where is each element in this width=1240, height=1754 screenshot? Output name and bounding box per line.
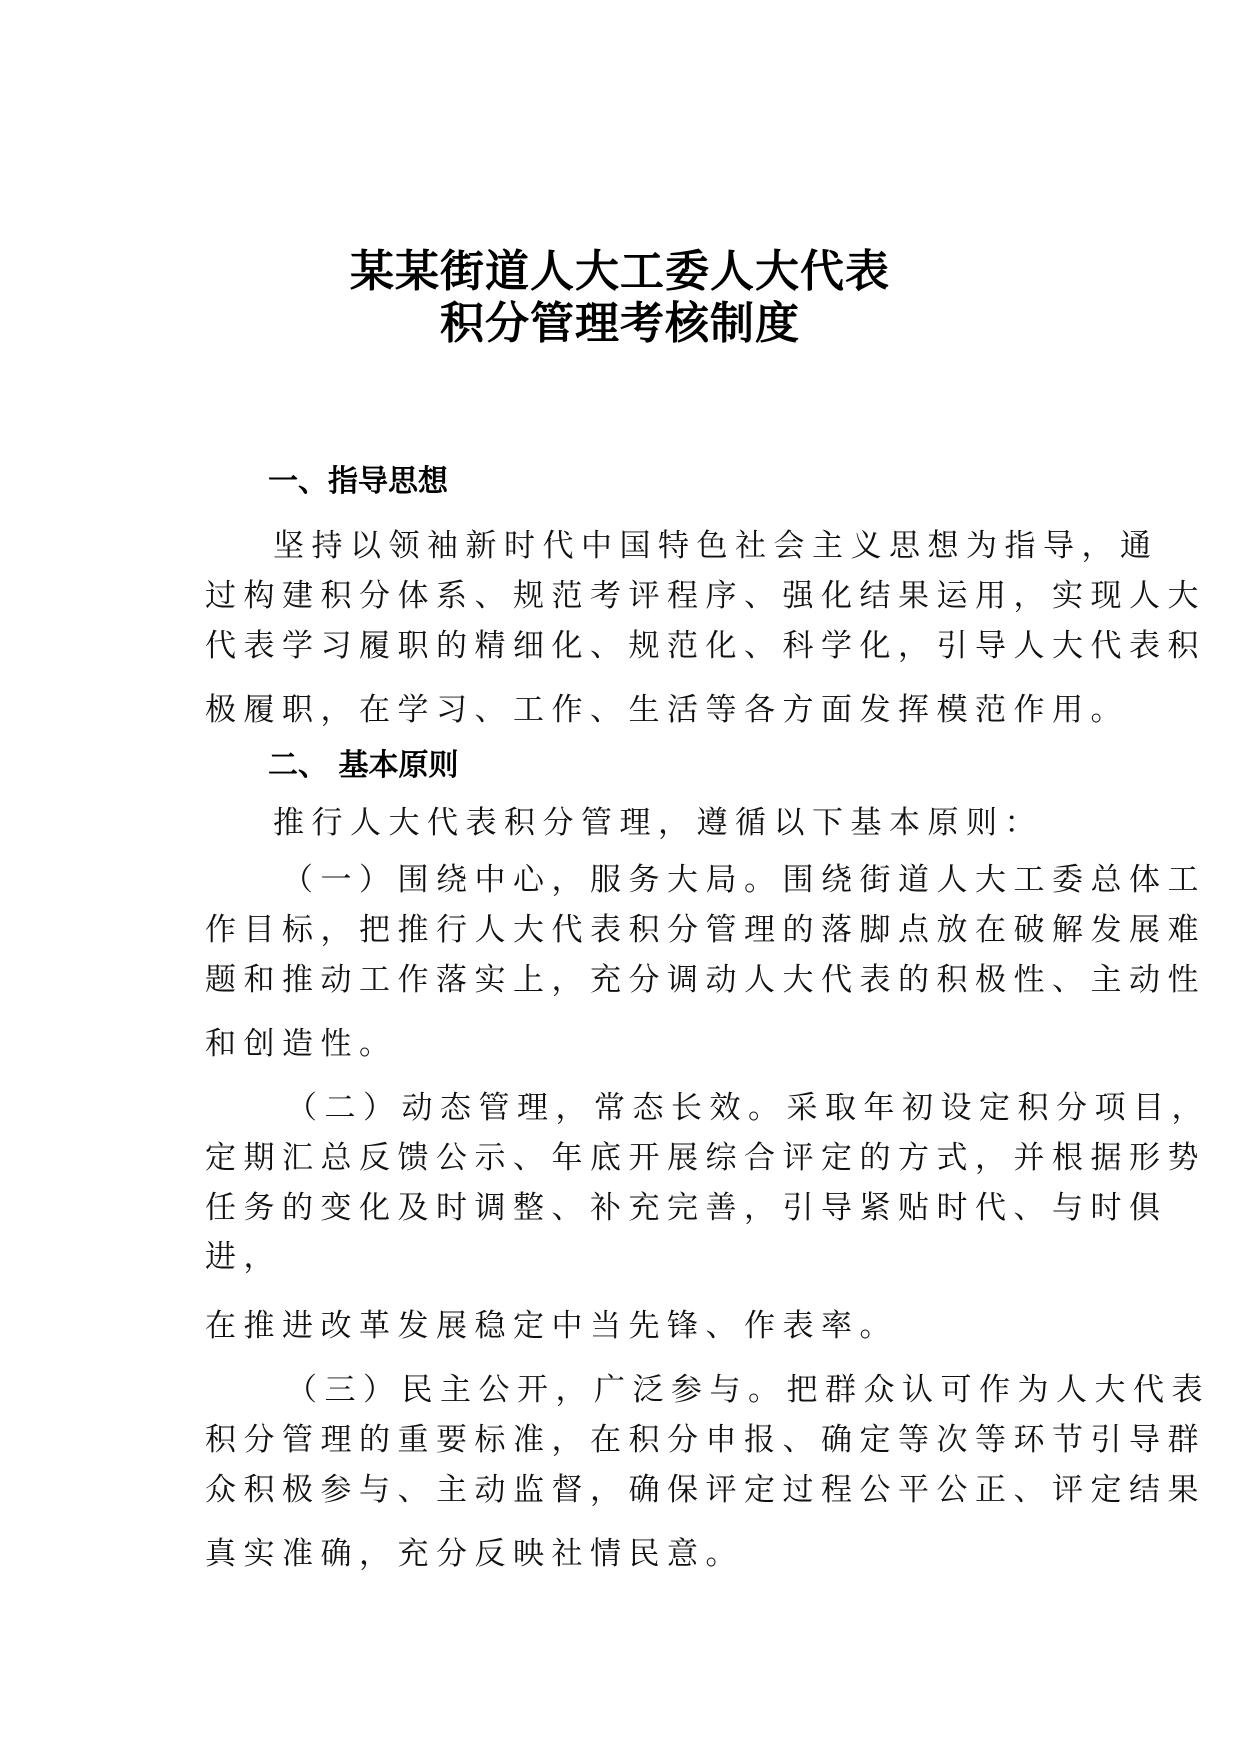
principle-3-line: 众积极参与、主动监督，确保评定过程公平公正、评定结果 [205, 1472, 1206, 1508]
principle-3-line: 积分管理的重要标准，在积分申报、确定等次等环节引导群 [205, 1422, 1206, 1458]
document-title-line-1: 某某街道人大工委人大代表 [350, 246, 890, 297]
section-1-line: 极履职，在学习、工作、生活等各方面发挥模范作用。 [205, 692, 1129, 728]
document-title-line-2: 积分管理考核制度 [440, 298, 800, 349]
section-2-heading: 二、 基本原则 [268, 748, 459, 783]
principle-3-line: （三）民主公开，广泛参与。把群众认可作为人大代表 [286, 1372, 1210, 1408]
section-1-line: 代表学习履职的精细化、规范化、科学化，引导人大代表积 [205, 628, 1206, 664]
principle-2-line: 进， [205, 1239, 282, 1275]
section-2-intro: 推行人大代表积分管理，遵循以下基本原则： [273, 805, 1043, 841]
principle-3-line: 真实准确，充分反映社情民意。 [205, 1536, 744, 1572]
principle-2-line: 定期汇总反馈公示、年底开展综合评定的方式，并根据形势 [205, 1140, 1206, 1176]
principle-1-line: 作目标，把推行人大代表积分管理的落脚点放在破解发展难 [205, 912, 1206, 948]
section-1-line: 坚持以领袖新时代中国特色社会主义思想为指导，通 [273, 528, 1159, 564]
principle-2-line: 在推进改革发展稳定中当先锋、作表率。 [205, 1308, 898, 1344]
principle-2-line: （二）动态管理，常态长效。采取年初设定积分项目， [286, 1090, 1210, 1126]
principle-1-line: 和创造性。 [205, 1026, 398, 1062]
principle-2-line: 任务的变化及时调整、补充完善，引导紧贴时代、与时俱 [205, 1190, 1168, 1226]
principle-1-line: （一）围绕中心，服务大局。围绕街道人大工委总体工 [282, 862, 1206, 898]
section-1-line: 过构建积分体系、规范考评程序、强化结果运用，实现人大 [205, 578, 1206, 614]
principle-1-line: 题和推动工作落实上，充分调动人大代表的积极性、主动性 [205, 962, 1206, 998]
section-1-heading: 一、指导思想 [268, 464, 448, 499]
